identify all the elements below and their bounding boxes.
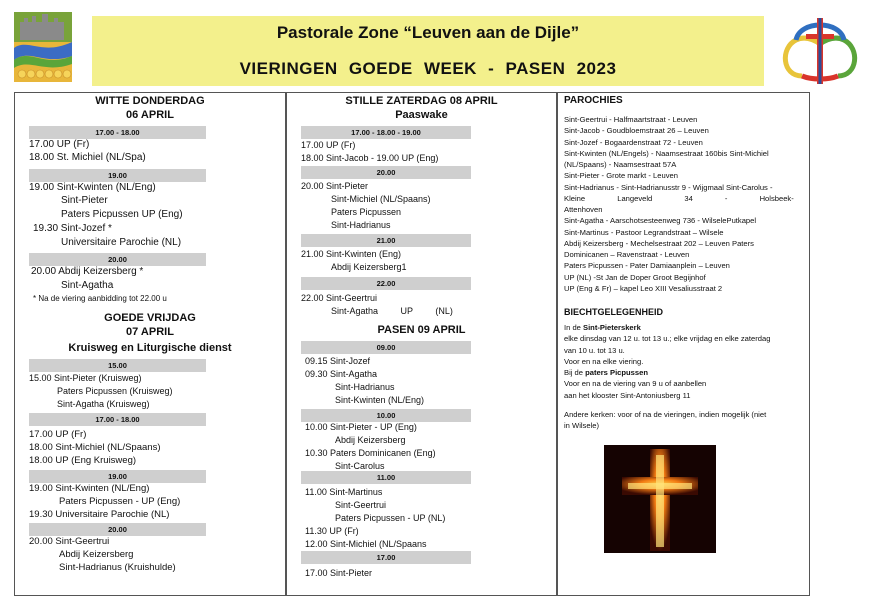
time-bar: 21.00 [301,234,471,247]
time-bar: 17.00 - 18.00 - 19.00 [301,126,471,139]
trinity-cross-logo [782,14,858,86]
time-bar: 19.00 [29,470,206,483]
service-line: 17.00 UP (Fr) [29,139,90,150]
biecht-heading: BIECHTGELEGENHEID [564,307,664,317]
parish-line: Sint-Geertrui - Halfmaartstraat - Leuven [564,115,698,124]
service-line: 09.30 Sint-Agatha [305,369,378,379]
service-line: 18.00 Sint-Michiel (NL/Spaans) [29,442,161,453]
service-line: Abdij Keizersberg1 [331,262,407,272]
zone-title: Pastorale Zone “Leuven aan de Dijle” [276,23,580,42]
parish-line: Dominicanen – Ravenstraat - Leuven [564,250,690,259]
confession-line: In de Sint-Pieterskerk [564,323,641,332]
confession-line: Voor en na elke viering. [564,356,644,366]
service-line: 09.15 Sint-Jozef [305,356,371,366]
time-bar: 15.00 [29,359,206,372]
time-bar: 10.00 [301,409,471,422]
panel-parishes-confession [557,92,810,596]
service-line: Abdij Keizersberg [335,435,406,445]
confession-line: van 10 u. tot 13 u. [564,345,625,355]
service-line: 15.00 Sint-Pieter (Kruisweg) [29,373,142,383]
confession-line: Andere kerken: voor of na de vieringen, indien mogelijk (niet [564,410,767,420]
service-line: 11.00 Sint-Martinus [305,487,383,497]
service-line: Paters Picpussen UP (Eng) [61,209,183,220]
confession-line: Voor en na de viering van 9 u of aanbellen [564,379,707,389]
burning-cross-image [604,445,716,553]
service-line: Sint-Hadrianus (Kruishulde) [59,562,176,573]
parish-line: Sint-Jozef - Bogaardenstraat 72 - Leuven [564,137,703,147]
service-line: 19.30 Universitaire Parochie (NL) [29,509,170,520]
service-line: 12.00 Sint-Michiel (NL/Spaans [305,539,427,549]
service-line: Sint-Agatha (Kruisweg) [57,399,150,409]
confession-line: Bij de paters Picpussen [564,368,648,378]
parish-line: Sint-Martinus - Pastoor Legrandstraat – Wilsele [564,227,724,237]
parish-line: Abdij Keizersberg - Mechelsestraat 202 – Leuven Paters [564,238,754,248]
parish-line: Paters Picpussen - Pater Damiaanplein – Leuven [564,261,730,271]
service-line: 22.00 Sint-Geertrui [301,293,378,303]
service-line: Paters Picpussen - UP (NL) [335,513,446,523]
parish-line: Sint-Kwinten (NL/Engels) - Naamsestraat 160bis Sint-Michiel [564,148,769,158]
service-line: Paters Picpussen [331,207,402,217]
title-banner [92,16,764,86]
service-line: Sint-Agatha UP (NL) [331,306,453,316]
time-bar: 20.00 [29,523,206,536]
service-line: 10.00 Sint-Pieter - UP (Eng) [305,422,417,432]
panel-holy-saturday-easter [286,92,557,596]
goede-vrijdag-date: 07 APRIL [126,326,174,338]
zone-logo [14,12,72,82]
goede-vrijdag-subtitle: Kruisweg en Liturgische dienst [68,342,232,354]
witte-donderdag-date: 06 APRIL [126,109,174,121]
confession-line: elke dinsdag van 12 u. tot 13 u.; elke vrijdag en elke zaterdag [564,334,771,344]
service-line: 18.00 St. Michiel (NL/Spa) [29,152,146,163]
parish-line: Sint-Jacob - Goudbloemstraat 26 – Leuven [564,126,709,136]
service-line: 19.30 Sint-Jozef * [33,223,112,234]
service-line: 20.00 Abdij Keizersberg * [31,266,144,277]
parish-line: Sint-Pieter - Grote markt - Leuven [564,171,678,181]
confession-info [564,322,809,432]
parish-line: Attenhoven [564,205,603,214]
time-bar: 20.00 [301,166,471,179]
service-line: 17.00 UP (Fr) [301,140,356,150]
parish-line: Kleine Langeveld 34 - Holsbeek- [564,193,794,203]
time-bar: 19.00 [29,169,206,182]
service-line: 19.00 Sint-Kwinten (NL/Eng) [29,182,156,193]
time-bar: 22.00 [301,277,471,290]
confession-line: aan het klooster Sint-Antoniusberg 11 [564,390,691,400]
service-line: Paters Picpussen (Kruisweg) [57,386,173,396]
service-line: 18.00 UP (Eng Kruisweg) [29,455,137,466]
service-line: Paters Picpussen - UP (Eng) [59,496,181,507]
service-line: 17.00 UP (Fr) [29,429,87,440]
service-line: 10.30 Paters Dominicanen (Eng) [305,448,436,458]
service-line: Sint-Carolus [335,461,385,471]
service-line: Sint-Pieter [61,195,108,206]
service-line: Sint-Geertrui [335,500,387,510]
parish-line: UP (NL) -St Jan de Doper Groot Begijnhof [564,272,706,282]
service-line: 18.00 Sint-Jacob - 19.00 UP (Eng) [301,153,439,163]
parochies-heading: PAROCHIES [564,95,623,106]
service-line: Sint-Kwinten (NL/Eng) [335,395,425,405]
time-bar: 17.00 - 18.00 [29,413,206,426]
parish-line: Sint-Agatha - Aarschotsesteenweg 736 - WilselePutkapel [564,216,757,226]
confession-line: in Wilsele) [564,421,600,431]
goede-vrijdag-heading: GOEDE VRIJDAG [104,312,196,324]
paaswake-subtitle: Paaswake [395,109,448,121]
page-title: VIERINGEN GOEDE WEEK - PASEN 2023 [239,59,617,78]
service-line: Sint-Hadrianus [335,382,395,392]
service-line: 11.30 UP (Fr) [305,526,359,536]
panel-holy-thursday-good-friday [14,92,286,596]
service-line: Sint-Michiel (NL/Spaans) [331,194,431,204]
adoration-note: * Na de viering aanbidding tot 22.00 u [33,294,167,303]
service-line: 20.00 Sint-Pieter [301,181,369,191]
parish-line: (NL/Spaans) - Naamsestraat 57A [564,160,677,169]
parish-line: Sint-Hadrianus - Sint-Hadrianusstr 9 - Wijgmaal Sint-Carolus - [564,182,773,192]
service-line: 19.00 Sint-Kwinten (NL/Eng) [29,483,150,494]
stille-zaterdag-heading: STILLE ZATERDAG 08 APRIL [345,95,498,107]
pasen-heading: PASEN 09 APRIL [377,324,466,336]
service-line: Sint-Agatha [61,280,114,291]
service-line: 20.00 Sint-Geertrui [29,536,110,547]
time-bar: 11.00 [301,471,471,484]
time-bar: 09.00 [301,341,471,354]
service-line: Abdij Keizersberg [59,549,134,560]
time-bar: 17.00 [301,551,471,564]
witte-donderdag-heading: WITTE DONDERDAG [95,95,205,107]
service-line: Universitaire Parochie (NL) [61,237,182,248]
parish-list [564,114,804,294]
parish-line: UP (Eng & Fr) – kapel Leo XIII Vesaliusstraat 2 [564,283,723,293]
service-line: 21.00 Sint-Kwinten (Eng) [301,249,402,259]
time-bar: 20.00 [29,253,206,266]
service-line: Sint-Hadrianus [331,220,391,230]
time-bar: 17.00 - 18.00 [29,126,206,139]
service-line: 17.00 Sint-Pieter [305,568,373,578]
